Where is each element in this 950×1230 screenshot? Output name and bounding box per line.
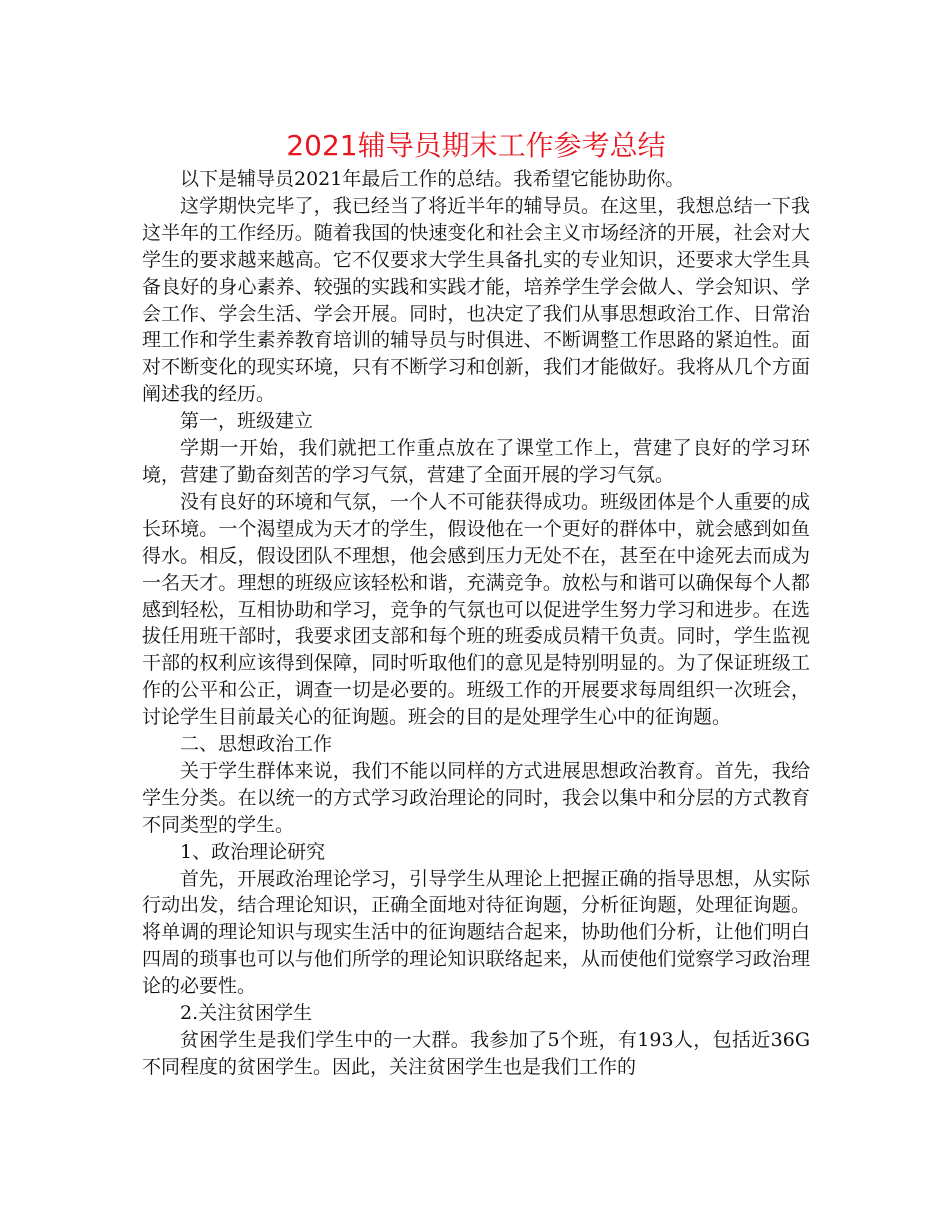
paragraph-theory-study: 首先，开展政治理论学习，引导学生从理论上把握正确的指导思想，从实际行动出发，结合理论知识，正确全面地对待征询题，分析征询题，处理征询题。将单调的理论知识与现实生活中的征询题结合起来，协助他们分析，让他们明白四周的琐事也可以与他们所学的理论知识联络起来，从而使他们觉察学习政治理论的必要性。 bbox=[142, 867, 810, 998]
paragraph-overview: 这学期快完毕了，我已经当了将近半年的辅导员。在这里，我想总结一下我这半年的工作经历。随着我国的快速变化和社会主义市场经济的开展，社会对大学生的要求越来越高。它不仅要求大学生具备扎实的专业知识，还要求大学生具备良好的身心素养、较强的实践和实践才能，培养学生学会做人、学会知识、学会工作、学会生活、学会开展。同时，也决定了我们从事思想政治工作、日常治理工作和学生素养教育培训的辅导员与时俱进、不断调整工作思路的紧迫性。面对不断变化的现实环境，只有不断学习和创新，我们才能做好。我将从几个方面阐述我的经历。 bbox=[142, 194, 810, 406]
paragraph-political-work: 关于学生群体来说，我们不能以同样的方式进展思想政治教育。首先，我给学生分类。在以统一的方式学习政治理论的同时，我会以集中和分层的方式教育不同类型的学生。 bbox=[142, 759, 810, 836]
section-heading-class-building: 第一，班级建立 bbox=[180, 410, 314, 433]
subheading-theory-study: 1、政治理论研究 bbox=[180, 840, 326, 863]
paragraph-poor-students: 贫困学生是我们学生中的一大群。我参加了5个班，有193人，包括近36G不同程度的贫困学生。因此，关注贫困学生也是我们工作的 bbox=[142, 1029, 810, 1078]
section-heading-political-work: 二、思想政治工作 bbox=[180, 733, 333, 756]
paragraph-class-environment: 学期一开始，我们就把工作重点放在了课堂工作上，营建了良好的学习环境，营建了勤奋刻苦的学习气氛，营建了全面开展的学习气氛。 bbox=[142, 437, 810, 486]
paragraph-class-atmosphere: 没有良好的环境和气氛，一个人不可能获得成功。班级团体是个人重要的成长环境。一个渴望成为天才的学生，假设他在一个更好的群体中，就会感到如鱼得水。相反，假设团队不理想，他会感到压力无处不在，甚至在中途死去而成为一名天才。理想的班级应该轻松和谐，充满竞争。放松与和谐可以确保每个人都感到轻松，互相协助和学习，竞争的气氛也可以促进学生努力学习和进步。在选拔任用班干部时，我要求团支部和每个班的班委成员精干负责。同时，学生监视干部的权利应该得到保障，同时听取他们的意见是特别明显的。为了保证班级工作的公平和公正，调查一切是必要的。班级工作的开展要求每周组织一次班会，讨论学生目前最关心的征询题。班会的目的是处理学生心中的征询题。 bbox=[142, 490, 810, 729]
document-title: 2021辅导员期末工作参考总结 bbox=[286, 129, 666, 162]
document-page bbox=[142, 126, 810, 1081]
paragraph-intro: 以下是辅导员2021年最后工作的总结。我希望它能协助你。 bbox=[180, 168, 685, 190]
subheading-poor-students: 2.关注贫困学生 bbox=[180, 1002, 313, 1025]
